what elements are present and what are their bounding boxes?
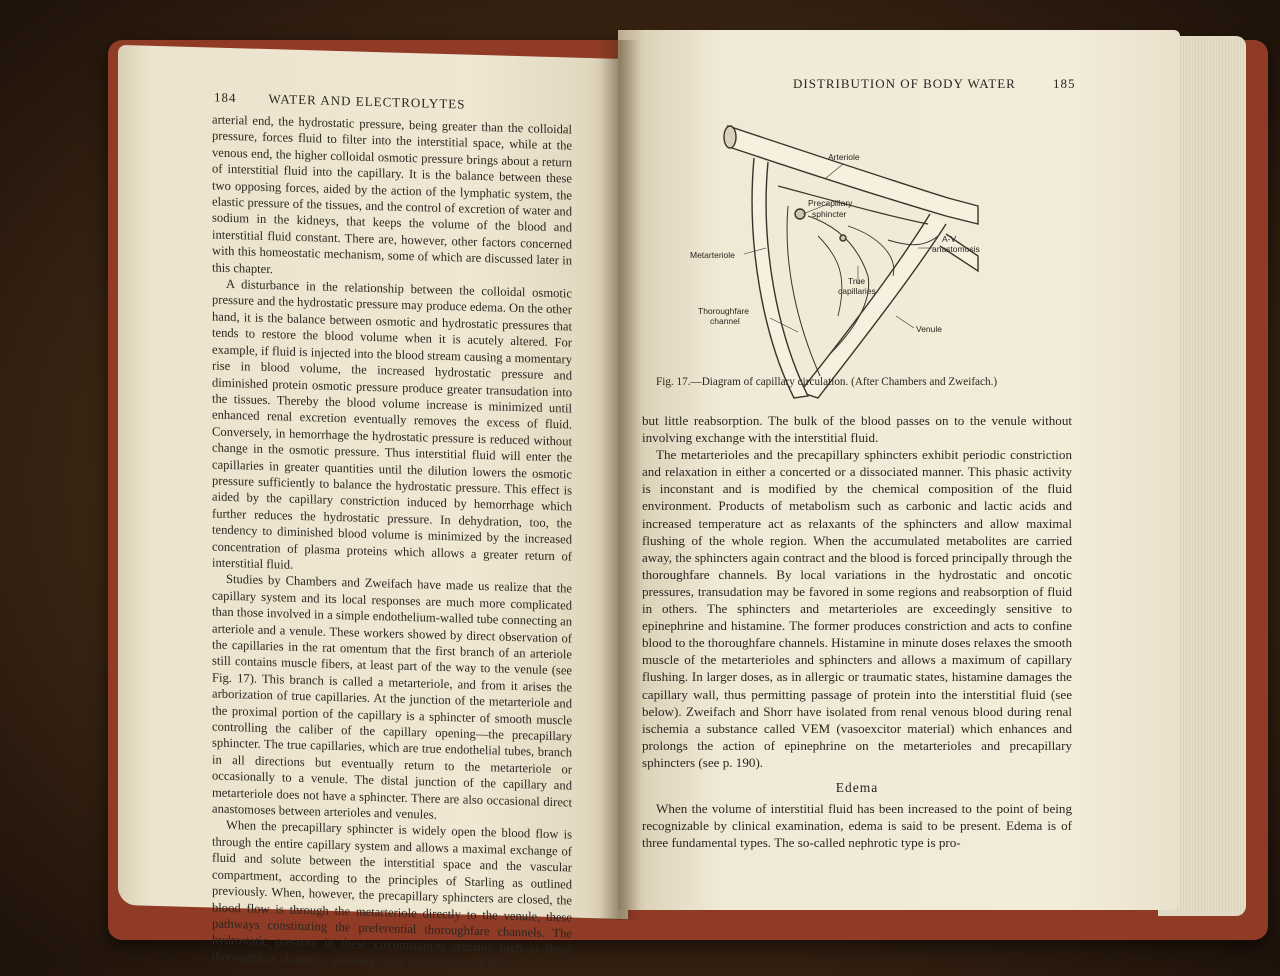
label-precapillary: Precapillary (808, 198, 853, 208)
section-heading-edema: Edema (835, 780, 879, 795)
right-paragraph-1: but little reabsorption. The bulk of the blood passes on to the venule without involving exchange with the interstitial fluid. (642, 413, 1072, 446)
left-body-text (212, 112, 572, 975)
right-paragraph-3: When the volume of interstitial fluid has been increased to the point of being recognizable by clinical examination, edema is said to be present. Edema is of three fundamental types. The so-called nephrotic type is pro- (642, 801, 1072, 851)
label-sphincter: sphincter (812, 209, 847, 219)
label-capillaries: capillaries (838, 286, 876, 296)
left-header-title: WATER AND ELECTROLYTES (268, 91, 466, 112)
left-paragraph-2: A disturbance in the relationship between the colloidal osmotic pressure and the hydrostatic pressure may produce edema. On the other hand, it is the balance between osmotic and hydrostatic pressures that tends to restore the blood volume when it is acutely altered. For example, if fluid is injected into the blood stream causing a momentary rise in blood volume, the increased hydrostatic pressure and diminished protein osmotic pressure produce greater transudation into the tissues. Thereby the blood volume increase is minimized until enhanced renal excretion eventually removes the excess of fluid. Conversely, in hemorrhage the hydrostatic pressure is reduced without change in the osmotic pressure. Thus interstitial fluid will enter the capillaries in greater quantities until the dilution lowers the osmotic pressure sufficiently to balance the hydrostatic pressure. This effect is aided by the capillary constriction induced by hemorrhage which further reduces the hydrostatic pressure. In dehydration, too, the tendency to diminished blood volume is minimized by the increased concentration of plasma proteins which allows a greater return of interstitial fluid. (212, 276, 572, 572)
label-av: A-V (942, 234, 957, 244)
label-metarteriole: Metarteriole (690, 250, 735, 260)
right-running-head (793, 76, 1076, 92)
label-venule: Venule (916, 324, 942, 334)
capillary-diagram (690, 106, 1008, 406)
left-running-head (214, 90, 465, 113)
label-true: True (848, 276, 866, 286)
right-paragraph-2: The metarterioles and the precapillary sphincters exhibit periodic constriction and relaxation in either a concerted or a dissociated manner. This phasic activity is inconstant and is modified by the chemical composition of the fluid environment. Products of metabolism such as carbonic and lactic acids and increased temperature act as relaxants of the sphincters and allow maximal flushing of the whole region. When the accumulated metabolites are carried away, the sphincters again contract and the blood is forced principally through the thoroughfare channels. By local variations in the hydrostatic and oncotic pressures, transudation may be favored in some regions and reabsorption of fluid in others. The sphincters and metarterioles are exceedingly sensitive to epinephrine and histamine. The former produces constriction and acts to confine blood to the thoroughfare channels. Histamine in minute doses relaxes the smooth muscle of the metarterioles and sphincters and allows a maximum of capillary flushing. In larger doses, as in allergic or traumatic states, histamine damages the capillary wall, thus permitting passage of protein into the interstitial fluid (see below). Zweifach and Shorr have isolated from renal venous blood during renal ischemia a substance called VEM (vasoexcitor material) which enhances and prolongs the action of epinephrine on the metarterioles and precapillary sphincters (see p. 190). (642, 447, 1072, 770)
label-arteriole: Arteriole (828, 152, 860, 162)
left-paragraph-4: When the precapillary sphincter is widely open the blood flow is through the entire capillary system and allows a maximal exchange of fluid and solute between the interstitial space and the vascular compartment, according to the principles of Starling as outlined previously. When, however, the precapillary sphincters are closed, the blood flow is through the metarteriole directly to the venule, these pathways constituting the preferential thoroughfare channels. The hydrostatic pressure in these circumstances remains high in these thoroughfare channels, allowing some transudation of fluid (212, 818, 572, 972)
right-header-title: DISTRIBUTION OF BODY WATER (793, 76, 1016, 91)
right-body-text (642, 412, 1072, 771)
book-gutter (600, 40, 640, 920)
left-page-number: 184 (214, 89, 237, 106)
label-thoroughfare: Thoroughfare (698, 306, 750, 316)
label-channel: channel (710, 316, 740, 326)
label-anastomosis: anastomosis (932, 244, 980, 254)
left-paragraph-3: Studies by Chambers and Zweifach have made us realize that the capillary system and its local responses are much more complicated than those involved in a simple endothelium-walled tube connecting an arteriole and a venule. These workers showed by direct observation of the capillaries in the rat omentum that the first branch of an arteriole still contains muscle fibers, at least part of the way to the venule (see Fig. 17). This branch is called a metarteriole, and from it arises the arborization of true capillaries. At the junction of the metarteriole and the proximal portion of the capillary is a sphincter of smooth muscle controlling the caliber of the capillary opening—the precapillary sphincter. The true capillaries, which are true endothelial tubes, branch in all directions but eventually return to the metarteriole or occasionally to a venule. The distal junction of the capillary and metarteriole does not have a sphincter. There are also occasional direct anastomoses between arterioles and venules. (212, 572, 572, 822)
figure-caption: Fig. 17.—Diagram of capillary circulation. (After Chambers and Zweifach.) (656, 376, 998, 388)
right-body-text-edema (642, 800, 1072, 851)
left-page (118, 45, 628, 972)
left-paragraph-1: arterial end, the hydrostatic pressure, being greater than the colloidal pressure, forces fluid to filter into the interstitial space, while at the venous end, the higher colloidal osmotic pressure brings about a return of interstitial fluid into the capillary. It is the balance between these two opposing forces, aided by the action of the lymphatic system, the elastic pressure of the tissues, and the control of excretion of water and sodium in the kidneys, that keeps the volume of the blood and interstitial fluid constant. There are, however, other factors concerned with this homeostatic mechanism, some of which are discussed later in this chapter. (212, 112, 572, 276)
right-page (618, 30, 1180, 910)
right-page-number: 185 (1053, 76, 1076, 91)
